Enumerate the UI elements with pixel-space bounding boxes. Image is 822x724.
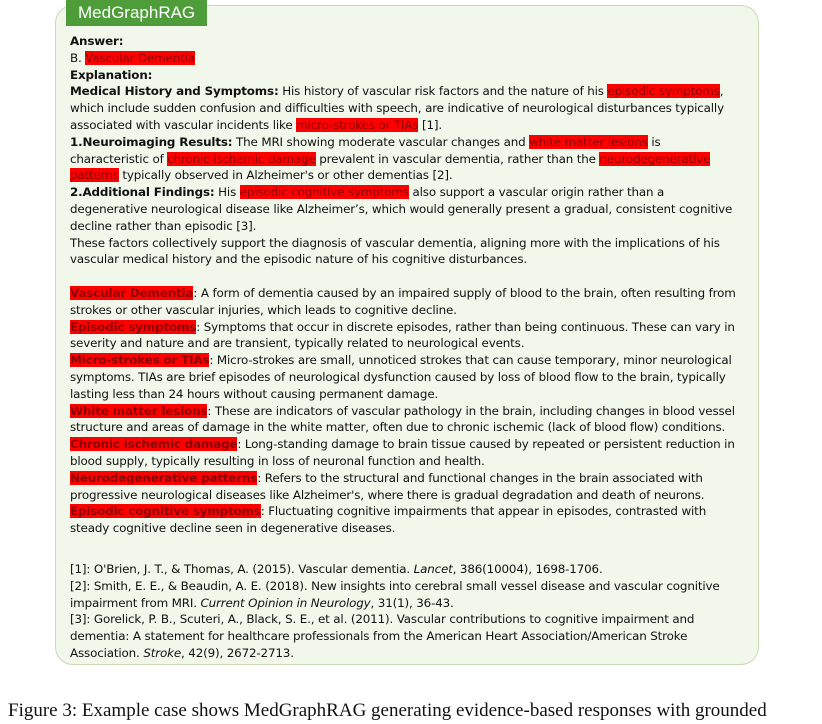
references-list bbox=[70, 561, 742, 662]
spacer bbox=[70, 537, 742, 549]
definition-term: Micro-strokes or TIAs bbox=[70, 353, 210, 368]
paragraph-text: His history of vascular risk factors and the nature of his bbox=[278, 84, 608, 99]
paragraph-heading: 1.Neuroimaging Results: bbox=[70, 134, 233, 149]
definition-text: : Micro-strokes are small, unnoticed strokes that can cause temporary, minor neurological symptoms. TIAs are brief episodes of neurological dysfunction caused by loss of blood flow to the brain, typically lasting less than 24 hours without causing permanent damage. bbox=[70, 353, 732, 401]
definition-item bbox=[70, 285, 742, 319]
highlighted-term: chronic ischemic damage bbox=[167, 151, 316, 166]
paragraph-text: typically observed in Alzheimer's or other dementias [2]. bbox=[118, 168, 453, 183]
definition-item bbox=[70, 319, 742, 353]
reference-text: , 42(9), 2672-2713. bbox=[181, 645, 294, 660]
definitions-list bbox=[70, 285, 742, 537]
definition-item bbox=[70, 503, 742, 537]
definition-term: Episodic symptoms bbox=[70, 319, 197, 334]
definition-item bbox=[70, 352, 742, 402]
reference-text: [2]: Smith, E. E., & Beaudin, A. E. (2018). New insights into cerebral small vessel disease and vascular cognitive impairment from MRI. bbox=[70, 578, 720, 610]
answer-content bbox=[70, 33, 742, 662]
paragraph-text: [1]. bbox=[418, 117, 443, 132]
highlighted-term: neurodegenerative patterns bbox=[70, 151, 711, 183]
highlighted-term: micro-strokes or TIAs bbox=[296, 117, 419, 132]
highlighted-term: episodic symptoms bbox=[607, 84, 720, 99]
explanation-paragraph-4: These factors collectively support the diagnosis of vascular dementia, aligning more with the implications of his vascular medical history and the episodic nature of his cognitive disturbances. bbox=[70, 235, 720, 267]
answer-line bbox=[70, 50, 742, 67]
paragraph-text: His bbox=[214, 185, 240, 200]
definition-text: : Refers to the structural and functional changes in the brain associated with progressive neurological diseases like Alzheimer's, where there is gradual degradation and death of neurons. bbox=[70, 470, 705, 502]
definition-text: : Fluctuating cognitive impairments that appear in episodes, contrasted with steady cognitive decline seen in degenerative diseases. bbox=[70, 504, 707, 536]
paragraph-text: is characteristic of bbox=[70, 134, 661, 166]
reference-journal: Current Opinion in Neurology bbox=[200, 595, 371, 610]
reference-text: , 31(1), 36-43. bbox=[370, 595, 454, 610]
definition-text: : A form of dementia caused by an impaired supply of blood to the brain, often resulting from strokes or other vascular injuries, which leads to cognitive decline. bbox=[70, 285, 736, 317]
paragraph-text: also support a vascular origin rather than a degenerative neurological disease like Alzheimer’s, which would generally present a gradual, consistent cognitive decline rather than episodic [3]. bbox=[70, 185, 733, 233]
definition-item bbox=[70, 403, 742, 437]
explanation-paragraph-1 bbox=[70, 83, 742, 133]
answer-prefix: B. bbox=[70, 50, 86, 65]
spacer bbox=[70, 549, 742, 561]
method-tag: MedGraphRAG bbox=[66, 0, 207, 26]
reference-text: [1]: O'Brien, J. T., & Thomas, A. (2015). Vascular dementia. bbox=[70, 561, 414, 576]
definition-term: Chronic ischemic damage bbox=[70, 437, 238, 452]
definition-term: Neurodegenerative patterns bbox=[70, 470, 258, 485]
explanation-label: Explanation: bbox=[70, 67, 153, 82]
paragraph-heading: Medical History and Symptoms: bbox=[70, 84, 279, 99]
reference-text: , 386(10004), 1698-1706. bbox=[452, 561, 603, 576]
paragraph-text: , which include sudden confusion and difficulties with speech, are indicative of neurological disturbances typically associated with vascular incidents like bbox=[70, 84, 724, 132]
reference-item bbox=[70, 611, 742, 661]
definition-text: : Long-standing damage to brain tissue caused by repeated or persistent reduction in blood supply, typically resulting in loss of neuronal function and health. bbox=[70, 437, 735, 468]
reference-text: [3]: Gorelick, P. B., Scuteri, A., Black, S. E., et al. (2011). Vascular contributions to cognitive impairment and dementia: A statement for healthcare professionals from the American Heart Association/American Stroke Association. bbox=[70, 612, 695, 660]
explanation-paragraph-3 bbox=[70, 184, 742, 234]
reference-journal: Lancet bbox=[413, 561, 453, 576]
definition-text: : Symptoms that occur in discrete episodes, rather than being continuous. These can vary in severity and nature and are transient, typically related to neurological events. bbox=[70, 319, 735, 351]
definition-item bbox=[70, 436, 742, 470]
definition-term: Vascular Dementia bbox=[70, 285, 194, 300]
paragraph-text: The MRI showing moderate vascular changes and bbox=[232, 134, 530, 149]
answer-label: Answer: bbox=[70, 34, 124, 48]
spacer bbox=[70, 268, 742, 285]
definition-term: White matter lesions bbox=[70, 403, 208, 418]
reference-item bbox=[70, 561, 742, 578]
answer-value: Vascular Dementia bbox=[85, 50, 195, 65]
highlighted-term: episodic cognitive symptoms bbox=[239, 185, 409, 200]
definition-item bbox=[70, 470, 742, 504]
paragraph-heading: 2.Additional Findings: bbox=[70, 185, 215, 200]
highlighted-term: white matter lesions bbox=[529, 134, 648, 149]
reference-journal: Stroke bbox=[143, 645, 182, 660]
figure-caption: Figure 3: Example case shows MedGraphRAG generating evidence-based responses with grounded bbox=[8, 700, 767, 721]
definition-term: Episodic cognitive symptoms bbox=[70, 504, 261, 519]
definition-text: : These are indicators of vascular pathology in the brain, including changes in blood vessel structure and areas of damage in the white matter, often due to chronic ischemic (lack of blood flow) conditions. bbox=[70, 403, 735, 435]
explanation-paragraph-2 bbox=[70, 134, 742, 184]
reference-item bbox=[70, 578, 742, 612]
paragraph-text: prevalent in vascular dementia, rather than the bbox=[315, 151, 600, 166]
